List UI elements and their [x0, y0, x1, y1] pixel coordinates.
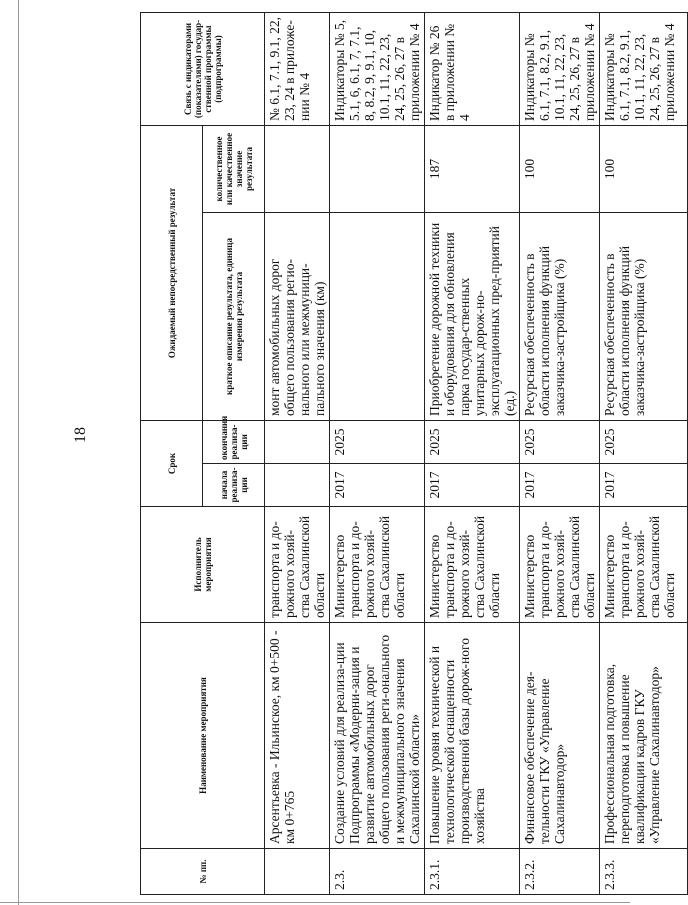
cell-end: 2025 — [520, 420, 600, 463]
header-link: Связь с индикаторами (показателями) государ-ственной программы (подпрограммы) — [141, 12, 265, 125]
cell-executor: Министерство транспорта и до-рожного хозяй-ства Сахалинской области — [330, 507, 425, 623]
cell-start — [265, 464, 330, 507]
cell-executor: Министерство транспорта и до-рожного хозяй-ства Сахалинской области — [600, 507, 688, 623]
scan-edge-bottom — [0, 902, 630, 903]
table-row — [520, 12, 600, 894]
cell-executor: Министерство транспорта и до-рожного хозяй-ства Сахалинской области — [520, 507, 600, 623]
cell-link: Индикаторы № 5, 5.1, 6, 6.1, 7, 7.1, 8, 8.2, 9, 9.1, 10, 10.1, 11, 22, 23, 24, 25, 26, 27 в приложении № 4 — [330, 12, 425, 125]
program-activities-table — [140, 12, 688, 895]
cell-num — [265, 849, 330, 895]
header-result: Ожидаемый непосредственный результат — [141, 125, 203, 420]
cell-desc: Ресурсная обеспеченность в области исполнения функций заказчика-застройщика (%) — [520, 212, 600, 420]
cell-link: Индикаторы № 6.1, 7.1, 8.2, 9.1, 10.1, 11, 22, 23, 24, 25, 26, 27 в приложении № 4 — [520, 12, 600, 125]
header-num: № пп. — [141, 849, 265, 895]
cell-executor: Министерство транспорта и до-рожного хозяй-ства Сахалинской области — [425, 507, 520, 623]
cell-name: Создание условий для реализа-ции Подпрограммы «Модерни-зация и развитие автомобильных дорог общего пользования реги-онального и межмуниципального значения Сахалинской области» — [330, 623, 425, 849]
cell-start: 2017 — [330, 464, 425, 507]
cell-link: № 6.1, 7.1, 9.1, 22, 23, 24 в приложе-нии № 4 — [265, 12, 330, 125]
cell-link: Индикаторы № 6.1, 7.1, 8.2, 9.1, 10.1, 11, 22, 23, 24, 25, 26, 27 в приложении № 4 — [600, 12, 688, 125]
cell-desc: Приобретение дорожной техники и оборудования для обновления парка государ-ственных унитарных дорож-но-эксплуатационных пред-приятий (ед.) — [425, 212, 520, 420]
cell-executor: транспорта и до-рожного хозяй-ства Сахалинской области — [265, 507, 330, 623]
header-result-value: количественное или качественное значение результата — [203, 125, 265, 212]
cell-value — [265, 125, 330, 212]
table-row — [425, 12, 520, 894]
cell-num: 2.3.2. — [520, 849, 600, 895]
cell-name: Финансовое обеспечение дея-тельности ГКУ «Управление Сахалинавтодор» — [520, 623, 600, 849]
header-term-start: начала реализа-ции — [203, 464, 265, 507]
header-result-desc: краткое описание результата, единица измерения результата — [203, 212, 265, 420]
header-term: Срок — [141, 420, 203, 506]
header-executor: Исполнитель мероприятия — [141, 507, 265, 623]
cell-num: 2.3. — [330, 849, 425, 895]
header-row-1 — [141, 12, 203, 894]
cell-link: Индикатор № 26 в приложении № 4 — [425, 12, 520, 125]
scan-edge-left — [18, 0, 19, 905]
cell-end: 2025 — [600, 420, 688, 463]
table-row — [600, 12, 688, 894]
table-row — [265, 12, 330, 894]
cell-start: 2017 — [520, 464, 600, 507]
cell-num: 2.3.1. — [425, 849, 520, 895]
header-term-end: окончания реализа-ции — [203, 420, 265, 463]
cell-desc: Ресурсная обеспеченность в области исполнения функций заказчика-застройщика (%) — [600, 212, 688, 420]
cell-start: 2017 — [425, 464, 520, 507]
cell-name: Арсентьевка - Ильинское, км 0+500 - км 0+765 — [265, 623, 330, 849]
table-row — [330, 12, 425, 894]
cell-end — [265, 420, 330, 463]
table-container — [140, 13, 677, 895]
cell-start: 2017 — [600, 464, 688, 507]
page-number: 18 — [72, 427, 89, 443]
cell-value: 100 — [600, 125, 688, 212]
cell-end: 2025 — [330, 420, 425, 463]
cell-num: 2.3.3. — [600, 849, 688, 895]
cell-value: 100 — [520, 125, 600, 212]
cell-name: Профессиональная подготовка, переподготовка и повышение квалификации кадров ГКУ «Управление Сахалинавтодор» — [600, 623, 688, 849]
cell-value — [330, 125, 425, 212]
cell-end: 2025 — [425, 420, 520, 463]
cell-name: Повышение уровня технической и технологической оснащенности производственной базы дорож-ного хозяйства — [425, 623, 520, 849]
rotated-table-frame — [140, 13, 677, 895]
header-name: Наименование мероприятия — [141, 623, 265, 849]
cell-desc — [330, 212, 425, 420]
cell-value: 187 — [425, 125, 520, 212]
cell-desc: монт автомобильных дорог общего пользования регио-нального или межмуници-пального значения (км) — [265, 212, 330, 420]
